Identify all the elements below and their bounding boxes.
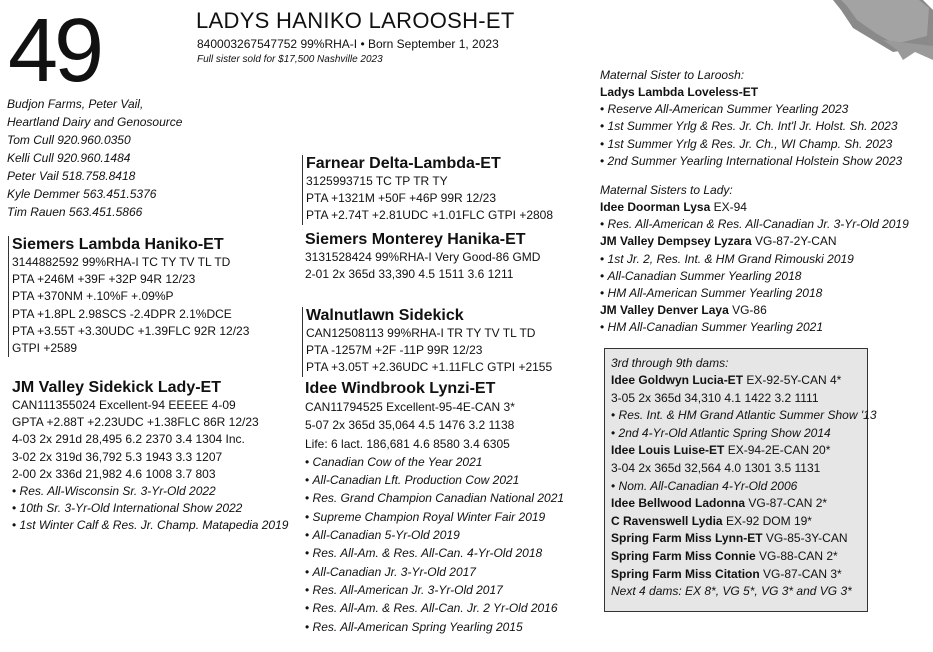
top-dam-line: 3131528424 99%RHA-I Very Good-86 GMD (305, 250, 541, 264)
bottom-dam-award: • Res. Grand Champion Canadian National 2021 (305, 489, 564, 507)
consignor-line: Tom Cull 920.960.0350 (7, 133, 131, 147)
sister-award: • Res. All-American & Res. All-Canadian Jr. 3-Yr-Old 2019 (600, 216, 909, 233)
maternal-lady-entry (600, 233, 909, 250)
consignor-line: Budjon Farms, Peter Vail, (7, 97, 144, 111)
bottom-dam-award: • Canadian Cow of the Year 2021 (305, 453, 564, 471)
dam-block (12, 379, 288, 535)
lot-info: 840003267547752 99%RHA-I • Born September 1, 2023 (197, 37, 499, 51)
dams-box-entry (611, 372, 867, 390)
dam-line: GPTA +2.88T +2.23UDC +1.38FLC 86R 12/23 (12, 415, 259, 430)
sire-line: PTA +3.55T +3.30UDC +1.39FLC 92R 12/23 (12, 323, 250, 338)
dam-entry-score: VG-87-CAN 2* (745, 496, 828, 511)
dam-entry-score: VG-88-CAN 2* (755, 548, 838, 563)
top-sire-block (302, 155, 553, 225)
bottom-sire-name: Walnutlawn Sidekick (306, 307, 464, 324)
bottom-dam-block (305, 380, 564, 636)
dams-box-header: 3rd through 9th dams: (611, 356, 729, 370)
dams-box-entry (611, 530, 867, 548)
bottom-dam-line: CAN11794525 Excellent-95-4E-CAN 3* (305, 400, 515, 414)
sister-award: • HM All-American Summer Yearling 2018 (600, 285, 909, 302)
dam-entry-score: EX-94-2E-CAN 20* (724, 443, 831, 458)
top-dam-block (305, 231, 540, 283)
consignor-line: Heartland Dairy and Genosource (7, 115, 183, 129)
dam-entry-name: Idee Louis Luise-ET (611, 443, 725, 458)
top-sire-line: PTA +2.74T +2.81UDC +1.01FLC GTPI +2808 (306, 208, 554, 223)
maternal-laroosh-header: Maternal Sister to Laroosh: (600, 68, 745, 82)
dam-entry-name: Idee Goldwyn Lucia-ET (611, 373, 744, 387)
sister-name: JM Valley Dempsey Lyzara (600, 234, 752, 249)
consignor-line: Kyle Demmer 563.451.5376 (7, 187, 157, 201)
bottom-dam-line: 5-07 2x 365d 35,064 4.5 1476 3.2 1138 (305, 418, 515, 433)
bottom-dam-award: • Res. All-American Jr. 3-Yr-Old 2017 (305, 581, 564, 599)
dams-box-footer: Next 4 dams: EX 8*, VG 5*, VG 3* and VG 3* (611, 584, 852, 599)
dams-box-record: 3-04 2x 365d 32,564 4.0 1301 3.5 1131 (611, 460, 821, 475)
bottom-dam-award: • All-Canadian Jr. 3-Yr-Old 2017 (305, 563, 564, 581)
consignor-line: Kelli Cull 920.960.1484 (7, 151, 131, 165)
top-sire-name: Farnear Delta-Lambda-ET (306, 155, 501, 172)
maternal-laroosh-block (600, 66, 902, 170)
bottom-sire-line: PTA -1257M +2F -11P 99R 12/23 (306, 343, 483, 358)
dam-entry-score: VG-85-3Y-CAN (762, 531, 848, 546)
ribbon-seal-icon (823, 0, 933, 60)
dams-box-award: • Nom. All-Canadian 4-Yr-Old 2006 (611, 478, 867, 496)
bottom-dam-award: • Res. All-Am. & Res. All-Can. 4-Yr-Old 2018 (305, 544, 564, 562)
lot-note: Full sister sold for $17,500 Nashville 2023 (197, 54, 383, 65)
sister-award: • All-Canadian Summer Yearling 2018 (600, 268, 909, 285)
consignor-line: Peter Vail 518.758.8418 (7, 169, 136, 183)
top-sire-line: 3125993715 TC TP TR TY (306, 174, 448, 188)
top-dam-name: Siemers Monterey Hanika-ET (305, 231, 526, 248)
dam-award: • Res. All-Wisconsin Sr. 3-Yr-Old 2022 (12, 483, 288, 500)
bottom-dam-award: • Res. All-Am. & Res. All-Can. Jr. 2 Yr-Old 2016 (305, 599, 564, 617)
bottom-sire-line: CAN12508113 99%RHA-I TR TY TV TL TD (306, 326, 536, 340)
sire-name: Siemers Lambda Haniko-ET (12, 236, 224, 253)
dam-entry-score: EX-92 DOM 19* (722, 513, 812, 528)
lot-number: 49 (8, 1, 101, 101)
sire-line: GTPI +2589 (12, 341, 78, 356)
sister-score: VG-87-2Y-CAN (751, 234, 837, 249)
dams-box-award: • 2nd 4-Yr-Old Atlantic Spring Show 2014 (611, 425, 867, 443)
bottom-sire-line: PTA +3.05T +2.36UDC +1.11FLC GTPI +2155 (306, 360, 553, 375)
dam-entry-score: VG-87-CAN 3* (759, 566, 842, 581)
bottom-dam-award: • All-Canadian 5-Yr-Old 2019 (305, 526, 564, 544)
dams-box-entry (611, 495, 867, 513)
sister-name: JM Valley Denver Laya (600, 303, 729, 318)
maternal-laroosh-award: • Reserve All-American Summer Yearling 2023 (600, 101, 902, 118)
dams-box-entry (611, 566, 867, 584)
consignor-block (7, 95, 197, 221)
maternal-lady-block (600, 181, 909, 337)
sister-score: VG-86 (728, 303, 767, 318)
maternal-laroosh-award: • 1st Summer Yrlg & Res. Jr. Ch. Int'l Jr. Holst. Sh. 2023 (600, 118, 902, 135)
dams-box-entry (611, 513, 867, 531)
top-dam-line: 2-01 2x 365d 33,390 4.5 1511 3.6 1211 (305, 267, 514, 282)
sire-line: PTA +1.8PL 2.98SCS -2.4DPR 2.1%DCE (12, 306, 232, 321)
dam-entry-name: Idee Bellwood Ladonna (611, 496, 746, 511)
dams-box-record: 3-05 2x 365d 34,310 4.1 1422 3.2 1111 (611, 390, 819, 405)
sire-line: PTA +246M +39F +32P 94R 12/23 (12, 272, 196, 287)
maternal-laroosh-name: Ladys Lambda Loveless-ET (600, 85, 759, 99)
dam-line: CAN111355024 Excellent-94 EEEEE 4-09 (12, 398, 236, 412)
maternal-lady-entry (600, 302, 909, 319)
lot-title: LADYS HANIKO LAROOSH-ET (196, 8, 515, 33)
maternal-lady-entry (600, 199, 909, 216)
dams-box-entry (611, 442, 867, 460)
dam-line: 2-00 2x 336d 21,982 4.6 1008 3.7 803 (12, 466, 216, 481)
dam-entry-name: Spring Farm Miss Connie (611, 548, 756, 563)
dams-box-award: • Res. Int. & HM Grand Atlantic Summer Show '13 (611, 407, 867, 425)
bottom-dam-name: Idee Windbrook Lynzi-ET (305, 380, 496, 397)
top-sire-line: PTA +1321M +50F +46P 99R 12/23 (306, 191, 497, 206)
dam-entry-name: Spring Farm Miss Citation (611, 566, 760, 581)
sire-line: 3144882592 99%RHA-I TC TY TV TL TD (12, 255, 231, 269)
dam-award: • 10th Sr. 3-Yr-Old International Show 2022 (12, 500, 288, 517)
sister-award: • HM All-Canadian Summer Yearling 2021 (600, 319, 909, 336)
maternal-lady-header: Maternal Sisters to Lady: (600, 183, 733, 197)
dam-entry-name: Spring Farm Miss Lynn-ET (611, 531, 763, 546)
sire-line: PTA +370NM +.10%F +.09%P (12, 289, 174, 304)
dam-line: 3-02 2x 319d 36,792 5.3 1943 3.3 1207 (12, 449, 223, 464)
maternal-laroosh-award: • 1st Summer Yrlg & Res. Jr. Ch., WI Champ. Sh. 2023 (600, 136, 902, 153)
maternal-laroosh-award: • 2nd Summer Yearling International Holstein Show 2023 (600, 153, 902, 170)
dam-name: JM Valley Sidekick Lady-ET (12, 379, 221, 396)
dam-entry-name: C Ravenswell Lydia (611, 513, 723, 528)
consignor-line: Tim Rauen 563.451.5866 (7, 205, 143, 219)
bottom-dam-award: • Res. All-American Spring Yearling 2015 (305, 618, 564, 636)
bottom-sire-block (302, 307, 552, 377)
sister-name: Idee Doorman Lysa (600, 200, 711, 214)
dams-box (604, 348, 877, 612)
sister-award: • 1st Jr. 2, Res. Int. & HM Grand Rimouski 2019 (600, 251, 909, 268)
bottom-dam-award: • All-Canadian Lft. Production Cow 2021 (305, 471, 564, 489)
dam-award: • 1st Winter Calf & Res. Jr. Champ. Matapedia 2019 (12, 517, 288, 534)
sire-block (8, 236, 249, 357)
dam-entry-score: EX-92-5Y-CAN 4* (743, 373, 842, 387)
sister-score: EX-94 (710, 200, 747, 214)
bottom-dam-line: Life: 6 lact. 186,681 4.6 8580 3.4 6305 (305, 436, 510, 451)
bottom-dam-award: • Supreme Champion Royal Winter Fair 2019 (305, 508, 564, 526)
dam-line: 4-03 2x 291d 28,495 6.2 2370 3.4 1304 Inc. (12, 432, 245, 447)
dams-box-entry (611, 548, 867, 566)
